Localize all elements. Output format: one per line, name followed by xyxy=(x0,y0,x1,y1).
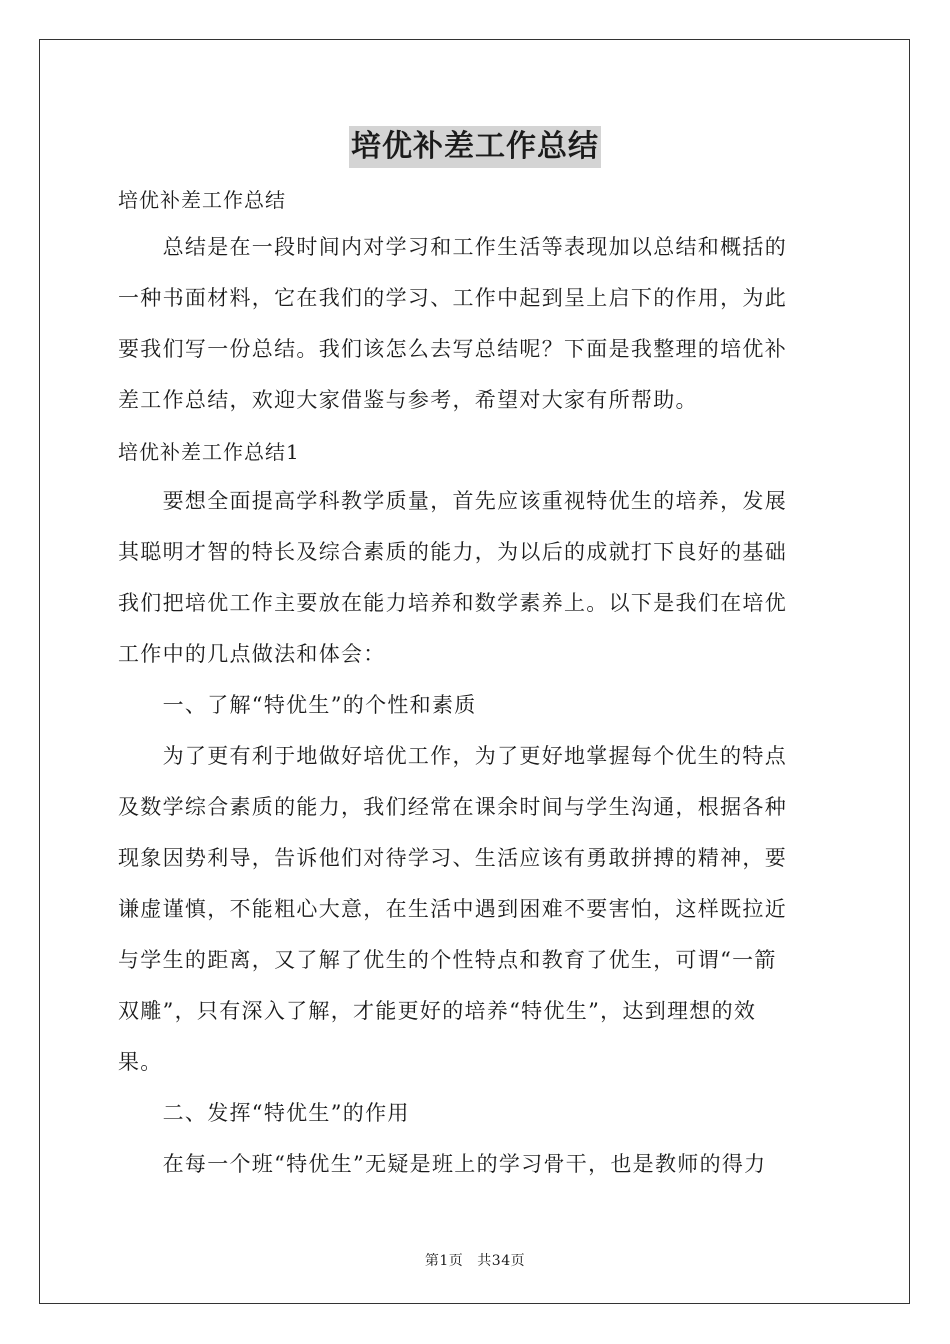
body-line: 为了更有利于地做好培优工作，为了更好地掌握每个优生的特点 xyxy=(118,744,787,768)
document-body xyxy=(118,178,832,1190)
page-footer xyxy=(0,1250,950,1270)
body-line: 与学生的距离，又了解了优生的个性特点和教育了优生，可谓“一箭 xyxy=(118,948,777,972)
body-line: 在每一个班“特优生”无疑是班上的学习骨干，也是教师的得力 xyxy=(118,1152,767,1176)
heading-line: 一、了解“特优生”的个性和素质 xyxy=(118,693,477,717)
section-title: 培优补差工作总结1 xyxy=(118,440,300,464)
body-line: 双雕”，只有深入了解，才能更好的培养“特优生”，达到理想的效 xyxy=(118,999,757,1023)
body-line: 果。 xyxy=(118,1050,163,1074)
intro-line: 一种书面材料，它在我们的学习、工作中起到呈上启下的作用，为此 xyxy=(118,286,787,310)
body-line: 要想全面提高学科教学质量，首先应该重视特优生的培养，发展 xyxy=(118,489,787,513)
body-line: 及数学综合素质的能力，我们经常在课余时间与学生沟通，根据各种 xyxy=(118,795,787,819)
page-number: 第1页 xyxy=(424,1253,464,1269)
document-title: 培优补差工作总结 xyxy=(349,126,601,168)
subtitle: 培优补差工作总结 xyxy=(118,188,286,212)
intro-line: 要我们写一份总结。我们该怎么去写总结呢？下面是我整理的培优补 xyxy=(118,337,787,361)
body-line: 现象因势利导，告诉他们对待学习、生活应该有勇敢拼搏的精神，要 xyxy=(118,846,787,870)
body-line: 谦虚谨慎，不能粗心大意，在生活中遇到困难不要害怕，这样既拉近 xyxy=(118,897,787,921)
body-line: 工作中的几点做法和体会： xyxy=(118,642,386,666)
body-line: 其聪明才智的特长及综合素质的能力，为以后的成就打下良好的基础 xyxy=(118,540,787,564)
intro-line: 差工作总结，欢迎大家借鉴与参考，希望对大家有所帮助。 xyxy=(118,388,698,412)
heading-line: 二、发挥“特优生”的作用 xyxy=(118,1101,410,1125)
intro-line: 总结是在一段时间内对学习和工作生活等表现加以总结和概括的 xyxy=(118,235,787,259)
body-line: 我们把培优工作主要放在能力培养和数学素养上。以下是我们在培优 xyxy=(118,591,787,615)
title-wrap xyxy=(0,126,950,168)
page-total: 共34页 xyxy=(477,1253,526,1269)
